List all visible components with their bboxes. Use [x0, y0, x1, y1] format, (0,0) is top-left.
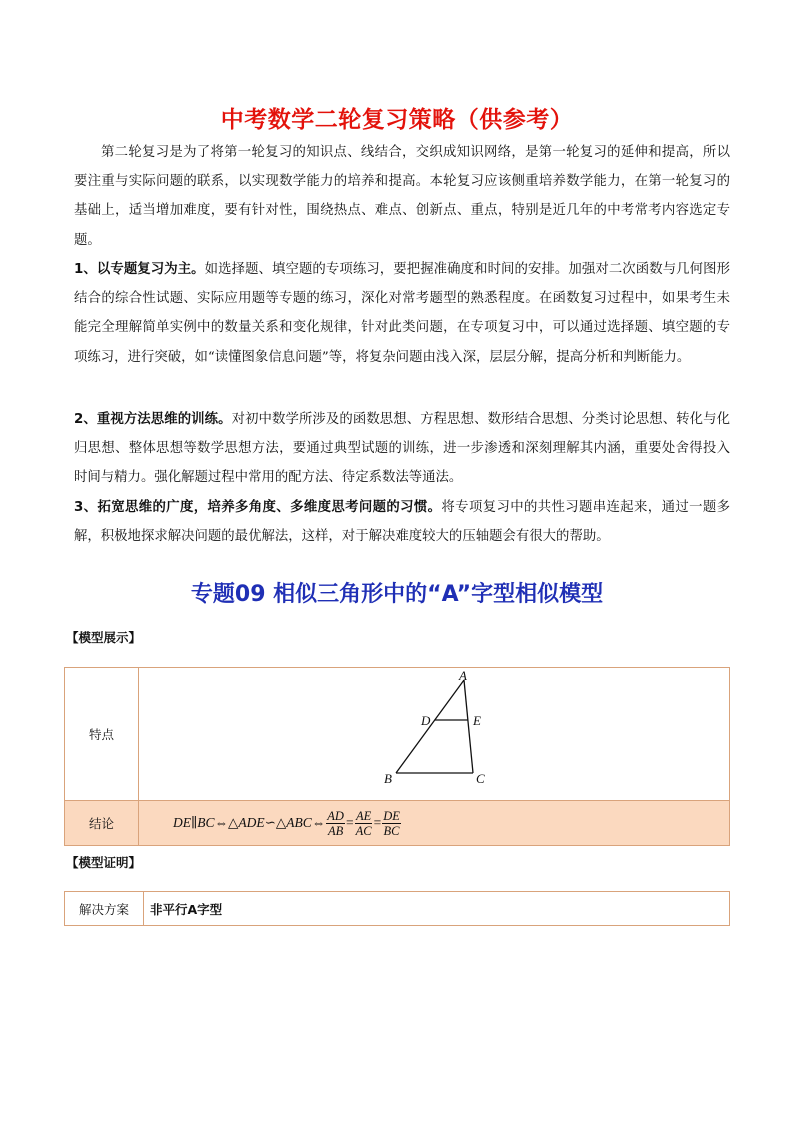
- point-c-label: C: [476, 771, 485, 786]
- solution-value: 非平行A字型: [144, 892, 730, 926]
- solution-label: 解决方案: [65, 892, 144, 926]
- feature-figure-cell: [139, 668, 730, 801]
- fraction-ae-ac: [355, 809, 373, 838]
- conclusion-row: [65, 801, 730, 846]
- fraction-3-denominator: BC: [383, 823, 400, 838]
- strategy-point-3: [74, 493, 730, 551]
- strategy-point-2-heading: 2、重视方法思维的训练。: [74, 412, 232, 427]
- fraction-de-bc: [382, 809, 401, 838]
- strategy-point-2: [74, 405, 730, 493]
- strategy-point-1-text: 如选择题、填空题的专项练习，要把握准确度和时间的安排。加强对二次函数与几何图形结合的综合性试题、实际应用题等专题的练习，深化对常考题型的熟悉程度。在函数复习过程中，如果考生未能完全理解简单实例中的数量关系和变化规律，针对此类问题，在专项复习中，可以通过选择题、填空题的专项练习，进行突破，如“读懂图象信息问题”等，将复杂问题由浅入深，层层分解，提高分析和判断能力。: [74, 262, 730, 365]
- feature-row: [65, 668, 730, 801]
- model-proof-label: 【模型证明】: [66, 855, 142, 870]
- strategy-point-1-heading: 1、以专题复习为主。: [74, 262, 205, 277]
- feature-label: 特点: [65, 668, 139, 801]
- fraction-ad-ab: [326, 809, 345, 838]
- point-b-label: B: [384, 771, 392, 786]
- strategy-point-3-text: 将专项复习中的共性习题串连起来，通过一题多解，积极地探求解决问题的最优解法，这样，对于解决难度较大的压轴题会有很大的帮助。: [74, 500, 730, 545]
- point-d-label: D: [421, 713, 431, 728]
- fraction-1-numerator: AD: [327, 808, 344, 823]
- conclusion-cell: [139, 801, 730, 846]
- formula-prefix: DE∥BC⇔△ADE∽△ABC⇔: [173, 815, 326, 830]
- fraction-1-denominator: AB: [327, 823, 344, 838]
- conclusion-formula: [140, 809, 728, 838]
- point-e-label: E: [473, 713, 481, 728]
- conclusion-label: 结论: [65, 801, 139, 846]
- equals-sign-1: =: [345, 815, 354, 830]
- solution-row: [65, 892, 730, 926]
- side-ac: [464, 680, 473, 773]
- model-table: [64, 667, 730, 846]
- strategy-point-2-text: 对初中数学所涉及的函数思想、方程思想、数形结合思想、分类讨论思想、转化与化归思想、整体思想等数学思想方法，要通过典型试题的训练，进一步渗透和深刻理解其内涵，重要处舍得投入时间与精力。强化解题过程中常用的配方法、待定系数法等通法。: [74, 412, 730, 486]
- strategy-point-1: [74, 255, 730, 372]
- point-a-label: A: [459, 669, 467, 683]
- fraction-3-numerator: DE: [383, 808, 400, 823]
- strategy-point-3-heading: 3、拓宽思维的广度，培养多角度、多维度思考问题的习惯。: [74, 500, 442, 515]
- equals-sign-2: =: [373, 815, 382, 830]
- model-show-label: 【模型展示】: [66, 630, 142, 645]
- fraction-2-denominator: AC: [355, 823, 372, 838]
- intro-paragraph: 第二轮复习是为了将第一轮复习的知识点、线结合，交织成知识网络，是第一轮复习的延伸和提高，所以要注重与实际问题的联系，以实现数学能力的培养和提高。本轮复习应该侧重培养数学能力，在第一轮复习的基础上，适当增加难度，要有针对性，围绕热点、难点、创新点、重点，特别是近几年的中考常考内容选定专题。: [74, 145, 730, 248]
- triangle-figure: [140, 669, 728, 796]
- proof-table: [64, 891, 730, 926]
- topic-title: 专题09 相似三角形中的“A”字型相似模型: [190, 582, 604, 607]
- fraction-2-numerator: AE: [355, 808, 372, 823]
- page-title: 中考数学二轮复习策略（供参考）: [220, 107, 574, 133]
